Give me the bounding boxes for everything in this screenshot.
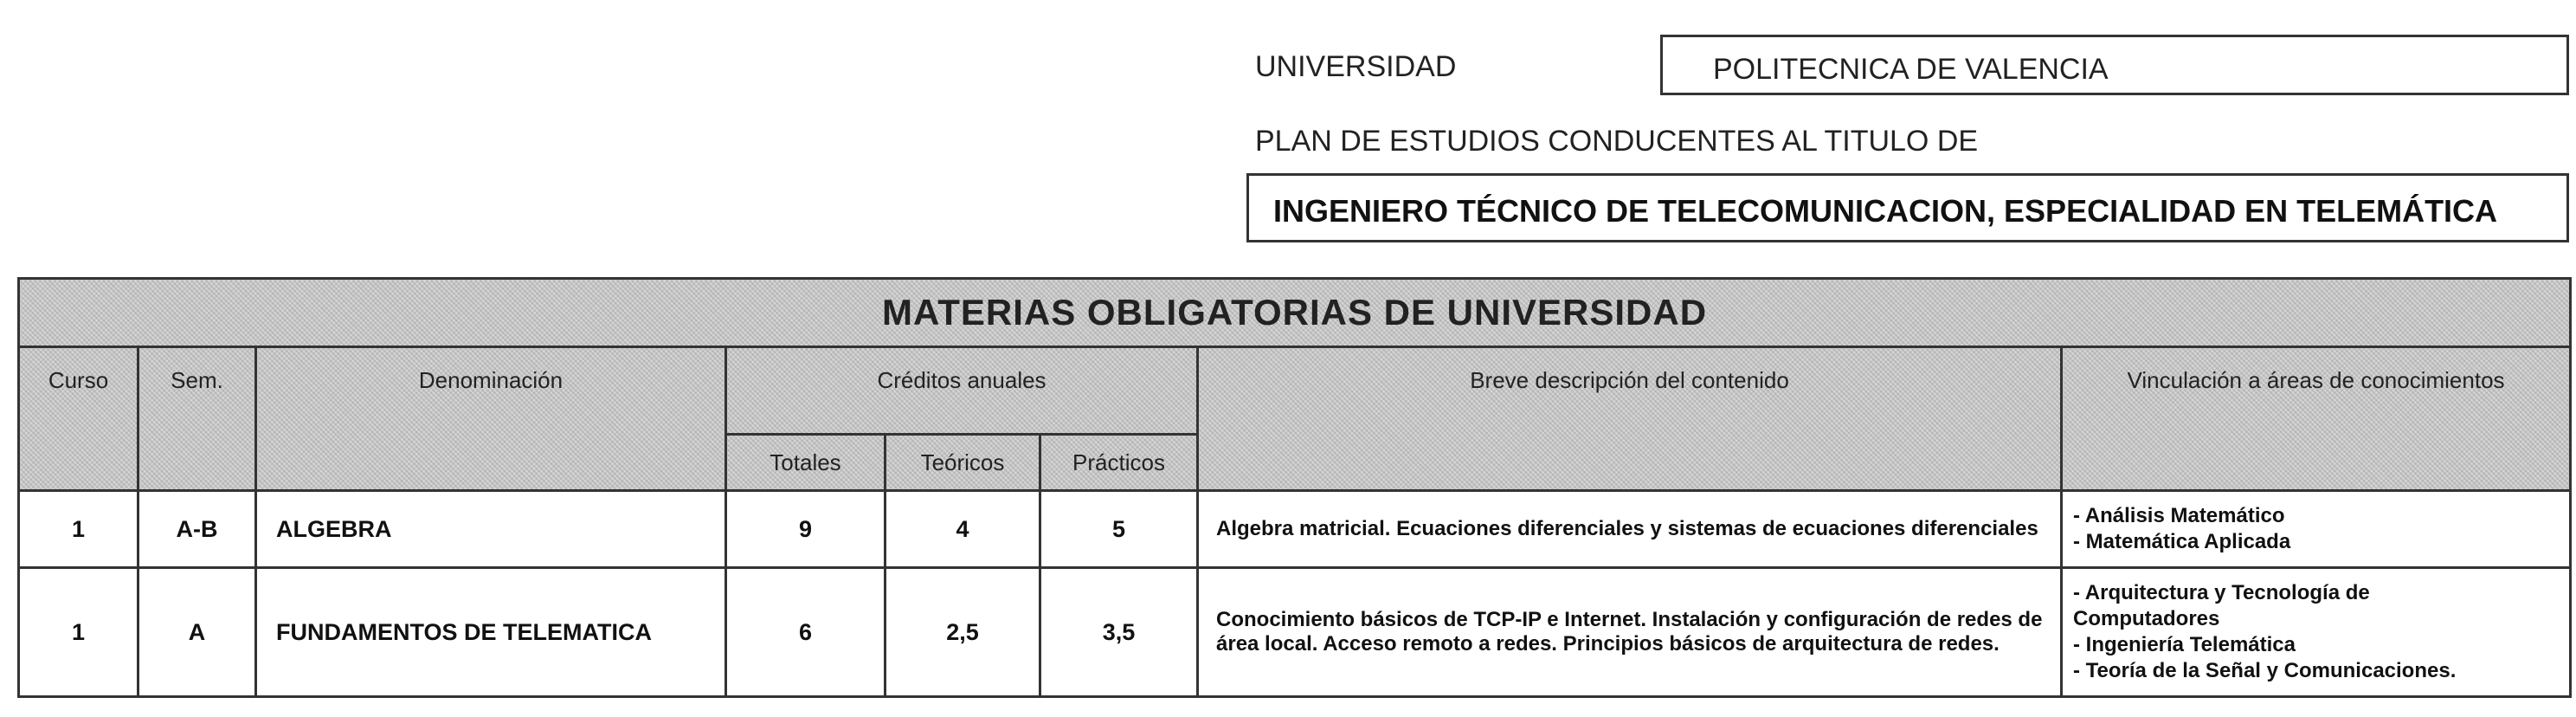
- cell-practicos: 3,5: [1040, 568, 1198, 697]
- cell-sem: A-B: [138, 491, 256, 568]
- col-header-creditos: Créditos anuales: [726, 347, 1198, 435]
- cell-descripcion: Algebra matricial. Ecuaciones diferenciales y sistemas de ecuaciones diferenciales: [1198, 491, 2062, 568]
- col-header-curso: Curso: [19, 347, 138, 491]
- university-value: POLITECNICA DE VALENCIA: [1713, 53, 2109, 86]
- area-item: - Matemática Aplicada: [2073, 530, 2291, 553]
- degree-field: [1246, 173, 2569, 242]
- cell-practicos: 5: [1040, 491, 1198, 568]
- table-row: [19, 568, 2571, 697]
- degree-value: INGENIERO TÉCNICO DE TELECOMUNICACION, ESPECIALIDAD EN TELEMÁTICA: [1273, 193, 2498, 229]
- subjects-table: [17, 277, 2572, 698]
- col-header-sem: Sem.: [138, 347, 256, 491]
- area-item: - Ingeniería Telemática: [2073, 633, 2296, 656]
- col-header-vinculacion: Vinculación a áreas de conocimientos: [2062, 347, 2571, 491]
- area-item: - Análisis Matemático: [2073, 504, 2285, 527]
- cell-denominacion: ALGEBRA: [256, 491, 726, 568]
- area-item: Computadores: [2073, 607, 2220, 630]
- col-header-practicos: Prácticos: [1040, 435, 1198, 491]
- area-item: - Teoría de la Señal y Comunicaciones.: [2073, 659, 2457, 682]
- cell-sem: A: [138, 568, 256, 697]
- col-header-denominacion: Denominación: [256, 347, 726, 491]
- area-item: - Arquitectura y Tecnología de: [2073, 581, 2370, 604]
- col-header-totales: Totales: [726, 435, 886, 491]
- cell-denominacion: FUNDAMENTOS DE TELEMATICA: [256, 568, 726, 697]
- plan-label: PLAN DE ESTUDIOS CONDUCENTES AL TITULO DE: [1255, 125, 1979, 158]
- table-title: MATERIAS OBLIGATORIAS DE UNIVERSIDAD: [882, 292, 1708, 333]
- cell-descripcion: Conocimiento básicos de TCP-IP e Internet. Instalación y configuración de redes de área local. Acceso remoto a redes. Principios básicos de arquitectura de redes.: [1198, 568, 2062, 697]
- cell-totales: 6: [726, 568, 886, 697]
- table-title-cell: [19, 279, 2571, 347]
- university-field: [1660, 35, 2569, 95]
- cell-totales: 9: [726, 491, 886, 568]
- cell-curso: 1: [19, 568, 138, 697]
- col-header-teoricos: Teóricos: [886, 435, 1040, 491]
- cell-areas: [2062, 491, 2571, 568]
- table-row: [19, 491, 2571, 568]
- cell-curso: 1: [19, 491, 138, 568]
- col-header-descripcion: Breve descripción del contenido: [1198, 347, 2062, 491]
- cell-teoricos: 2,5: [886, 568, 1040, 697]
- cell-teoricos: 4: [886, 491, 1040, 568]
- university-label: UNIVERSIDAD: [1255, 50, 1457, 83]
- cell-areas: [2062, 568, 2571, 697]
